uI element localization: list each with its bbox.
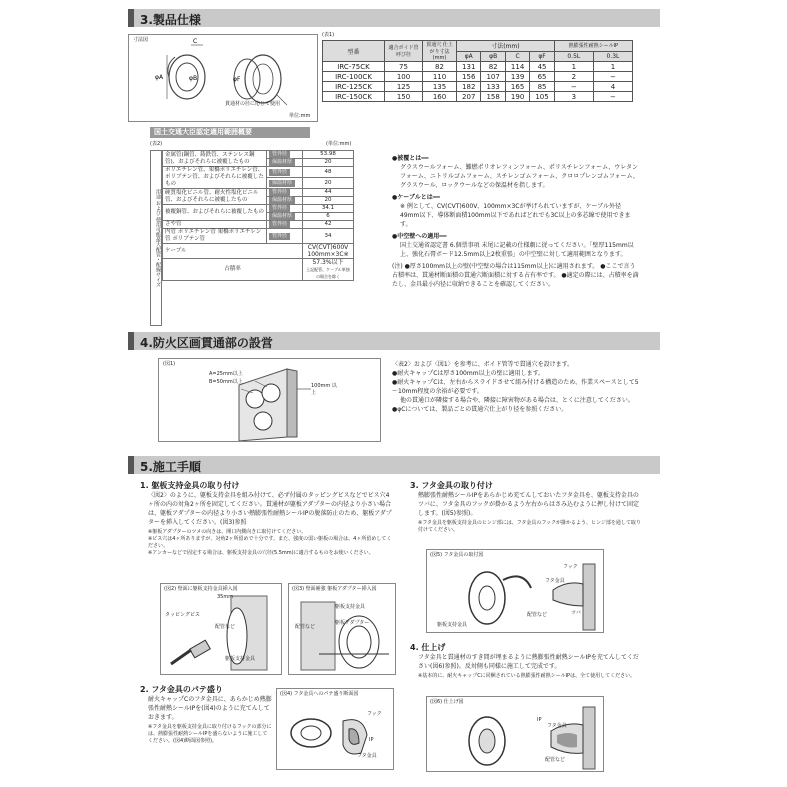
fig-ip: IP: [369, 737, 374, 743]
table-row: [323, 62, 633, 72]
fire-bullet: ●φCについては、製品ごとの貫通穴仕上がり径を参照ください。: [392, 406, 568, 413]
cell: IRC-100CK: [323, 72, 385, 82]
cell: 20: [303, 197, 354, 205]
fig-dim: 35mm: [217, 594, 234, 600]
cell: 硬質塩化ビニル管、耐火性塩化ビニル管、およびそれらに被覆したもの: [163, 189, 267, 205]
fig-bracket: 躯板支持金具: [335, 604, 366, 610]
cell: 135: [423, 82, 457, 92]
cell: 34: [303, 229, 354, 244]
svg-text:φB: φB: [189, 75, 198, 82]
cell: 207: [457, 92, 481, 102]
fig1-frame: [158, 358, 381, 442]
finish-icon: [427, 697, 603, 771]
cell: 44: [303, 189, 354, 197]
cell: さや管: [163, 221, 267, 229]
header-seal: 熱膨張性耐熱シールIP: [554, 41, 632, 52]
fig-label: (図4) フタ金具へのパテ盛り断面図: [280, 691, 359, 697]
cell: 82: [423, 62, 457, 72]
cable-v2: 100mm×3C※: [307, 251, 349, 258]
cell: 156: [457, 72, 481, 82]
table-row: [163, 259, 354, 281]
step-note: ※ビス穴は4ヶ所ありますが、対角2ヶ所留めで十分です。また、強度の弱い躯板の場合は、4ヶ所留めしてください。: [148, 536, 392, 549]
header-dims: 寸法(mm): [457, 41, 555, 52]
cell: 6: [303, 213, 354, 221]
cell: 150: [385, 92, 423, 102]
cell: 金属管(鋼管、鋳鉄管、ステンレス鋼管)、およびそれらに被覆したもの: [163, 151, 267, 167]
note-body: (注) ●厚さ100mm以上の壁(中空壁の場合は115mm以上)に適用されます。 ●ここで言う占積率は、貫通材断面積の貫通穴断面積に対する占有率です。 ●適定の際には、占積率を満たし、金具最小内径に収納できることを確認してください。: [392, 263, 639, 288]
cell: 133: [481, 82, 505, 92]
tag: 管外径: [269, 151, 290, 158]
fire-bullet: ●耐火キャップCは、左右からスライドさせて組み付ける構造のため、作業スペースとして5～10mm程度の余裕が必要です。: [392, 379, 639, 395]
cell: 被覆銅管、およびそれらに被覆したもの: [163, 205, 267, 221]
cell: 160: [423, 92, 457, 102]
cell: 3: [554, 92, 593, 102]
tag: 保温材厚: [269, 159, 295, 166]
step1-block: [140, 480, 395, 557]
fig-flange: ツバ: [571, 610, 581, 616]
header-pipe: 適合ボイド管 呼び径: [385, 41, 423, 62]
cell: 20: [303, 159, 354, 167]
step-title: 1. 躯板支持金具の取り付け: [140, 481, 240, 490]
cell: 65: [530, 72, 554, 82]
table-row: [163, 244, 354, 259]
cell: 105: [530, 92, 554, 102]
fire-bullet: ●耐火キャップCは厚さ100mm以上の壁に適用します。: [392, 370, 545, 377]
cell: 131: [457, 62, 481, 72]
fig-label: (図6) 仕上げ図: [430, 699, 464, 705]
section-header-spec: [128, 9, 660, 27]
svg-text:φF: φF: [233, 76, 241, 83]
fig-label: (図1): [163, 361, 176, 367]
a-label: A=25mm以上: [209, 371, 243, 377]
cell: 100: [385, 72, 423, 82]
fig4-frame: [276, 688, 394, 770]
dimension-drawing: [128, 34, 318, 122]
fire-bullet: 他の貫通口が隣接する場合や、隣接に障害物がある場合は、とくに注意してください。: [400, 397, 634, 404]
cell: 占積率: [163, 259, 303, 281]
table-row: [323, 82, 633, 92]
table-row: [163, 229, 354, 244]
fig-note: 貫通材の径に応じて使用: [225, 101, 281, 107]
note-title: ●中空壁への適用━━: [392, 233, 447, 240]
fig5-frame: [426, 549, 604, 633]
spec-table-label: (表1): [322, 32, 335, 38]
cover-mount-icon: [427, 550, 603, 632]
tag: 保温材厚: [269, 180, 295, 187]
fig-pipe: 配管など: [295, 624, 316, 630]
cell: 34.1: [303, 205, 354, 213]
fig-pipe: 配管など: [527, 612, 548, 618]
fig-cover: フタ金具: [545, 578, 565, 584]
step-note: ※フタ金具を躯板支持金具に取り付けるフックの部分には、熱膨張性耐熱シールIPを盛らないように施工してください。(図4)断面図参照)。: [148, 724, 272, 744]
section-title: 5.施工手順: [140, 460, 201, 474]
notes-block: [392, 154, 640, 289]
svg-text:C: C: [193, 38, 198, 45]
tag: 保温材厚: [269, 197, 295, 204]
dimension-figure-icon: [129, 35, 317, 121]
note-title: ●被覆とは━━: [392, 155, 429, 162]
b-label: B=50mm以上: [209, 379, 243, 385]
table-row: [163, 221, 354, 229]
tag: 保温材厚: [269, 213, 295, 220]
dimension-label: 寸法図: [133, 37, 149, 43]
fig-bracket: 躯板支持金具: [437, 622, 468, 628]
cell: 139: [505, 72, 529, 82]
cell: ポリエチレン管、架橋ポリエチレン管、ポリブテン管、およびそれらに被覆したもの: [163, 167, 267, 189]
cell: 110: [423, 72, 457, 82]
ratio-v: 57.3%以下: [312, 259, 344, 266]
cell: 42: [303, 221, 354, 229]
step-body: フタ金具と貫通材のすき間が埋まるように熱膨張性耐熱シールIPを充てんしてください(図6)参照)。反対側も同様に施工して完成です。: [418, 654, 639, 670]
header-b: φB: [481, 51, 505, 62]
cell: 190: [505, 92, 529, 102]
section-header-fire: [128, 332, 660, 350]
tag: 管外径: [269, 233, 290, 240]
step-note: ※基本的に、耐火キャップCに同梱されている熱膨張性耐熱シールIPは、全て使用してください。: [418, 673, 636, 679]
table-row: [163, 151, 354, 159]
table-row: [163, 205, 354, 213]
step-body: 熱膨張性耐熱シールIPをあらかじめ充てんしておいたフタ金具を、躯板支持金具のツバに、フタ金具のフックが掛かるよう左右からはさみ込むように押し付けて固定します。(図5)参照)。: [418, 492, 640, 517]
cell: IRC-75CK: [323, 62, 385, 72]
fig-label: (図5) フタ金具の取付図: [430, 552, 484, 558]
cell: 125: [385, 82, 423, 92]
step-note: ※フタ金具を躯板支持金具のヒンジ部には、フタ金具のフックが掛かるよう、ヒンジ部を通して取り付けてください。: [418, 520, 641, 533]
fig-label: (図2) 壁面に躯板支持金具挿入図: [164, 586, 238, 592]
scope-title: 国土交通大臣認定適用範囲概要: [150, 127, 310, 138]
cell: 114: [505, 62, 529, 72]
cell: −: [593, 92, 632, 102]
cell: 1: [593, 62, 632, 72]
cell: 53.98: [303, 151, 354, 159]
table-row: [163, 167, 354, 178]
fig-pipe: 配管など: [545, 757, 566, 763]
header-s05: 0.5L: [554, 51, 593, 62]
fig-cover: フタ金具: [547, 723, 567, 729]
step-title: 2. フタ金具のパテ盛り: [140, 685, 223, 694]
header-f: φF: [530, 51, 554, 62]
fig6-frame: [426, 696, 604, 772]
wall-label: 100mm 以上: [311, 383, 337, 396]
cell: 内管 ポリエチレン管 架橋ポリエチレン管 ポリブテン管: [163, 229, 267, 244]
cell: 4: [593, 82, 632, 92]
fire-intro: 〈表2〉および〈図1〉を参考に、ボイド管等で貫通穴を設けます。: [392, 361, 574, 368]
fire-notes: [392, 360, 642, 414]
note-body: グラスウールフォーム、難燃ポリオレフィンフォーム、ポリスチレンフォーム、ウレタンフォーム、ニトリルゴムフォーム、スチレンゴムフォーム、クロロプレンゴムフォーム、グラスウール、ロックウールなどの保温材を指します。: [400, 164, 639, 189]
cell: 82: [481, 62, 505, 72]
note-body: 国土交通省認定書 6.個票事項 末尾に記載の仕様劇に従ってください。「壁厚115mm以上、強化石膏ボード12.5mm以上2枚重張」の中空壁に対して適用範囲となります。: [400, 242, 634, 258]
fig-bracket: 躯板支持金具: [225, 656, 256, 662]
step2-block: [140, 684, 272, 745]
fig-adapter: 躯板アダプター: [335, 620, 370, 626]
step-body: 耐火キャップCのフタ金具に、あらかじめ熱膨張性耐熱シールIPを(図4)のように充てんしておきます。: [148, 696, 272, 721]
cell: 85: [530, 82, 554, 92]
fig-ip: IP: [537, 717, 542, 723]
scope-table: [162, 150, 354, 281]
section-title: 3.製品仕様: [140, 13, 201, 27]
fig2-frame: [160, 583, 282, 675]
section-title: 4.防火区画貫通部の設営: [140, 336, 273, 350]
scope-table-label: (表2): [150, 141, 163, 147]
cell: −: [593, 72, 632, 82]
cell: 45: [530, 62, 554, 72]
svg-text:φA: φA: [155, 74, 164, 81]
cell: 20: [303, 178, 354, 189]
cell: −: [554, 82, 593, 92]
cell: 182: [457, 82, 481, 92]
fig3-frame: [288, 583, 396, 675]
step4-block: [410, 642, 644, 680]
tag: 管外径: [269, 169, 290, 176]
tag: 管外径: [269, 205, 290, 212]
cell: 107: [481, 72, 505, 82]
step3-block: [410, 480, 644, 534]
fig-hook: フック: [367, 711, 382, 717]
cell: 75: [385, 62, 423, 72]
fig-hook: フック: [563, 564, 578, 570]
ratio-sub: 上記配管、ケーブル単独の場合を除く: [306, 267, 350, 279]
header-a: φA: [457, 51, 481, 62]
section-header-procedure: [128, 456, 660, 474]
wall-penetration-icon: [159, 359, 380, 441]
note-title: ●ケーブルとは━━: [392, 194, 440, 201]
header-model: 型番: [323, 41, 385, 62]
cell: 2: [554, 72, 593, 82]
table-row: [323, 72, 633, 82]
scope-side-label: 用途 および 使用可能最大配管・配線サイズ: [150, 150, 162, 326]
header-c: C: [505, 51, 529, 62]
unit-note: 単位:mm: [289, 113, 311, 119]
cell: IRC-150CK: [323, 92, 385, 102]
cell: IRC-125CK: [323, 82, 385, 92]
cable-v1: CV(CVT)600V: [307, 244, 349, 251]
cell: 48: [303, 167, 354, 178]
step-body: 〈図2〉のように、躯板支持金具を組み付けて、必ず付属のタッピングビスなどでビス穴4ヶ所の内の対角2ヶ所を固定してください。貫通材が躯板アダプターの内径より小さい場合は、躯板アダプターの内径より小さい熱膨張性耐熱シールIPの脱落防止のため、躯板アダプターを挿入してください。(図3)参照: [148, 492, 392, 526]
cell: ケーブル: [163, 244, 303, 259]
cell: 158: [481, 92, 505, 102]
table-row: [323, 92, 633, 102]
header-hole: 貫通穴 仕上がり寸法 (mm): [423, 41, 457, 62]
scope-unit: (単位:mm): [326, 141, 352, 147]
step-note: ※躯板アダプターのツメの向きは、開口内側向きに取付けてください。: [148, 529, 307, 535]
table-row: [163, 189, 354, 197]
fig-label: (図3) 壁面補強 躯板アダプター挿入図: [292, 586, 377, 592]
fig-cover: フタ金具: [357, 753, 377, 759]
cell: 165: [505, 82, 529, 92]
fig-pipe: 配管など: [215, 624, 236, 630]
step-note: ※アンカーなどで固定する場合は、躯板支持金具の穴径(5.5mm)に適合するものをお使いください。: [148, 550, 374, 556]
cell: 1: [554, 62, 593, 72]
note-body: ※ 例として、CV(CVT)600V、100mm×3Cが挙げられていますが、ケーブル外径49mm以下、導体断面積100mm以下であればどれでも3C以上の多芯線で使用できます。: [400, 203, 631, 228]
step-title: 3. フタ金具の取り付け: [410, 481, 493, 490]
spec-table: [322, 40, 633, 102]
fig-screw: タッピングビス: [165, 612, 200, 618]
header-s03: 0.3L: [593, 51, 632, 62]
tag: 管外径: [269, 221, 290, 228]
step-title: 4. 仕上げ: [410, 643, 446, 652]
tag: 管外径: [269, 189, 290, 196]
